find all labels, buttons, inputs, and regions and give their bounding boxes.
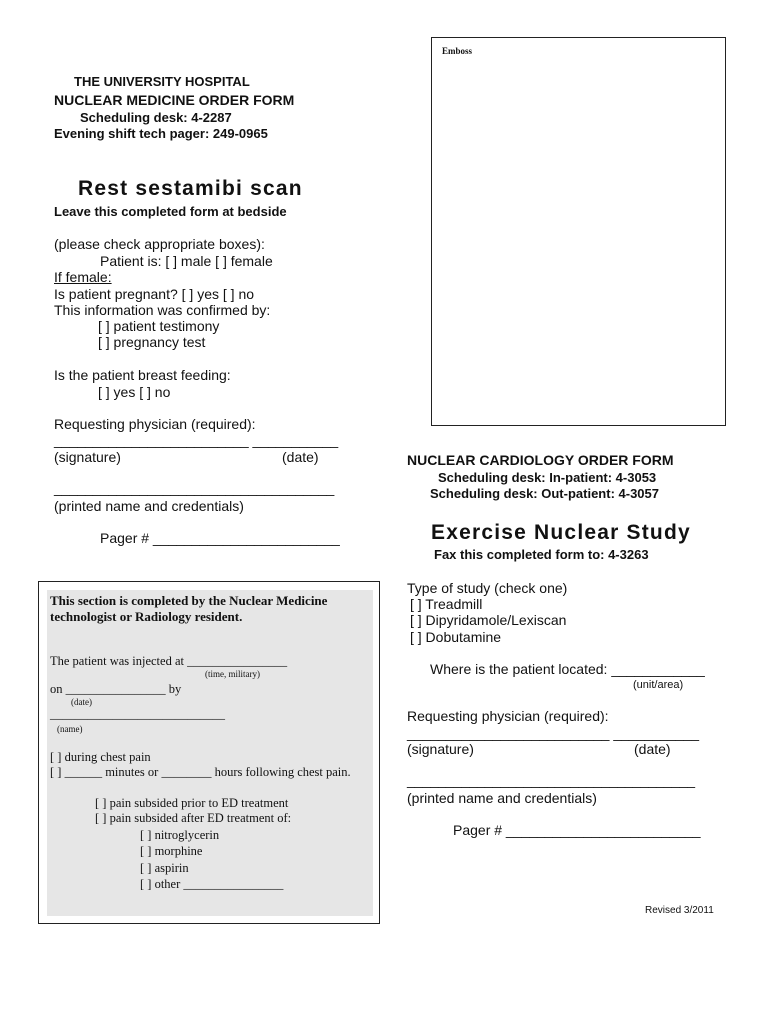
- pager-field[interactable]: Pager # ________________________: [100, 530, 340, 546]
- following-chest-pain-checkbox[interactable]: [ ] ______ minutes or ________ hours following chest pain.: [50, 765, 351, 779]
- time-hint: (time, military): [205, 669, 260, 679]
- revision-date: Revised 3/2011: [645, 905, 714, 916]
- tech-heading-line2: technologist or Radiology resident.: [50, 609, 243, 624]
- if-female-label: If female:: [54, 269, 112, 285]
- date-hint: (date): [71, 697, 92, 707]
- cardiology-form-title: NUCLEAR CARDIOLOGY ORDER FORM: [407, 452, 674, 468]
- dipyridamole-checkbox[interactable]: [ ] Dipyridamole/Lexiscan: [410, 612, 567, 628]
- cardiology-pager-field[interactable]: Pager # _________________________: [453, 822, 701, 838]
- aspirin-checkbox[interactable]: [ ] aspirin: [140, 861, 189, 875]
- pregnancy-test-checkbox[interactable]: [ ] pregnancy test: [98, 334, 206, 350]
- subsided-prior-checkbox[interactable]: [ ] pain subsided prior to ED treatment: [95, 796, 289, 810]
- scheduling-desk: Scheduling desk: 4-2287: [80, 110, 232, 125]
- technologist-section: [38, 581, 380, 924]
- date-label: (date): [282, 449, 319, 465]
- cardiology-printed-name-field[interactable]: _____________________________________: [407, 772, 696, 788]
- study-title: Rest sestamibi scan: [78, 177, 303, 200]
- unit-area-hint: (unit/area): [633, 679, 684, 691]
- cardiology-signature-date-field[interactable]: __________________________ ___________: [407, 725, 699, 741]
- technologist-section-panel: [47, 590, 373, 916]
- requesting-physician-label: Requesting physician (required):: [54, 416, 256, 432]
- breast-feeding-checkbox[interactable]: [ ] yes [ ] no: [98, 384, 171, 400]
- patient-sex-checkbox[interactable]: Patient is: [ ] male [ ] female: [100, 253, 273, 269]
- type-of-study-label: Type of study (check one): [407, 580, 568, 596]
- inpatient-desk: Scheduling desk: In-patient: 4-3053: [438, 470, 657, 485]
- hospital-name: THE UNIVERSITY HOSPITAL: [74, 74, 250, 89]
- leave-instruction: Leave this completed form at bedside: [54, 204, 287, 219]
- emboss-label: Emboss: [442, 46, 473, 56]
- exercise-study-title: Exercise Nuclear Study: [431, 521, 691, 544]
- cardiology-printed-name-label: (printed name and credentials): [407, 790, 597, 806]
- fax-instruction: Fax this completed form to: 4-3263: [434, 547, 649, 562]
- signature-date-field[interactable]: _________________________ ___________: [54, 432, 339, 448]
- cardiology-date-label: (date): [634, 741, 671, 757]
- morphine-checkbox[interactable]: [ ] morphine: [140, 844, 203, 858]
- cardiology-signature-label: (signature): [407, 741, 474, 757]
- patient-location-field[interactable]: Where is the patient located: ____________: [430, 661, 705, 677]
- name-hint: (name): [57, 724, 83, 734]
- injection-time-field[interactable]: The patient was injected at ________________: [50, 654, 288, 668]
- injection-date-field[interactable]: on ________________ by: [50, 682, 182, 696]
- check-boxes-instruction: (please check appropriate boxes):: [54, 236, 265, 252]
- tech-heading-line1: This section is completed by the Nuclear Medicine: [50, 593, 328, 608]
- cardiology-requesting-physician-label: Requesting physician (required):: [407, 708, 609, 724]
- evening-pager: Evening shift tech pager: 249-0965: [54, 126, 268, 141]
- during-chest-pain-checkbox[interactable]: [ ] during chest pain: [50, 750, 151, 764]
- pregnant-checkbox[interactable]: Is patient pregnant? [ ] yes [ ] no: [54, 286, 255, 302]
- subsided-after-checkbox[interactable]: [ ] pain subsided after ED treatment of:: [95, 811, 292, 825]
- printed-name-label: (printed name and credentials): [54, 498, 244, 514]
- nitroglycerin-checkbox[interactable]: [ ] nitroglycerin: [140, 828, 220, 842]
- dobutamine-checkbox[interactable]: [ ] Dobutamine: [410, 629, 502, 645]
- breast-feeding-label: Is the patient breast feeding:: [54, 367, 231, 383]
- other-checkbox[interactable]: [ ] other ________________: [140, 877, 284, 891]
- signature-label: (signature): [54, 449, 121, 465]
- printed-name-field[interactable]: ____________________________________: [54, 480, 335, 496]
- confirmed-by-label: This information was confirmed by:: [54, 302, 271, 318]
- treadmill-checkbox[interactable]: [ ] Treadmill: [410, 596, 483, 612]
- injector-name-field[interactable]: ____________________________: [50, 707, 225, 721]
- form-title: NUCLEAR MEDICINE ORDER FORM: [54, 92, 295, 108]
- emboss-box: [431, 37, 726, 426]
- testimony-checkbox[interactable]: [ ] patient testimony: [98, 318, 220, 334]
- outpatient-desk: Scheduling desk: Out-patient: 4-3057: [430, 486, 659, 501]
